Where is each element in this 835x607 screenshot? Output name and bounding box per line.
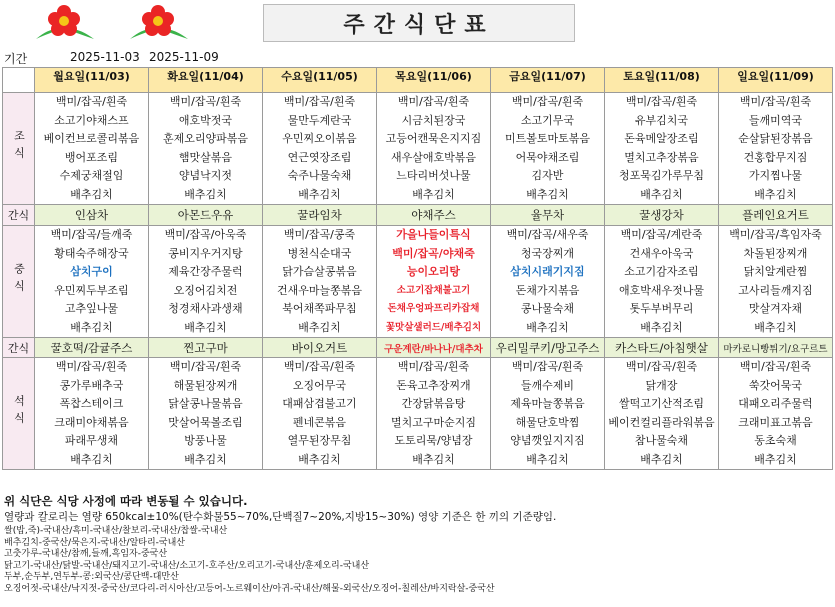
menu-item: 백미/잡곡/흰죽 — [283, 95, 356, 108]
menu-cell — [605, 358, 719, 470]
notes — [4, 494, 832, 595]
menu-item: 숙주나물숙채 — [287, 169, 352, 182]
menu-item: 능이오리탕 — [406, 265, 461, 278]
menu-item: 유부김치국 — [634, 113, 689, 127]
menu-item: 애호박젓국 — [178, 113, 233, 127]
menu-item: 배추김치 — [184, 320, 227, 334]
menu-item: 황태숙주해장국 — [54, 246, 129, 260]
menu-item: 배추김치 — [640, 187, 683, 201]
flower-decoration — [34, 4, 224, 42]
menu-item: 백미/잡곡/들깨죽 — [50, 228, 133, 241]
menu-item: 청경채사과생채 — [168, 302, 243, 315]
menu-item: 백미/잡곡/콩죽 — [283, 228, 356, 241]
menu-item: 배추김치 — [70, 187, 113, 201]
menu-item: 제육간장주물럭 — [168, 265, 243, 278]
day-header: 토요일(11/08) — [605, 68, 719, 93]
menu-item: 햄맛살볶음 — [178, 150, 233, 164]
menu-item: 배추김치 — [640, 452, 683, 466]
menu-item: 열무된장무침 — [287, 434, 352, 447]
menu-item: 양념깻잎지지짐 — [510, 434, 585, 447]
period-start: 2025-11-03 — [70, 50, 140, 64]
menu-item: 시금치된장국 — [401, 113, 466, 127]
menu-item: 청포묵김가루무침 — [618, 169, 704, 182]
menu-item: 백미/잡곡/흰죽 — [625, 95, 698, 108]
menu-item: 소고기무국 — [520, 113, 575, 127]
menu-item: 백미/잡곡/흰죽 — [739, 95, 812, 108]
menu-item: 배추김치 — [298, 320, 341, 334]
snack-cell — [491, 338, 605, 358]
menu-item: 콩비지우거지탕 — [168, 246, 243, 260]
menu-cell — [149, 358, 263, 470]
menu-cell — [377, 226, 491, 338]
menu-item: 해물된장찌개 — [173, 378, 238, 392]
pm-snack-row — [3, 338, 833, 358]
menu-item: 느타리버섯나물 — [396, 169, 471, 182]
menu-item: 대패오리주물럭 — [738, 397, 813, 410]
am-snack-row — [3, 205, 833, 226]
menu-item: 백미/잡곡/흰죽 — [511, 360, 584, 373]
menu-item: 톳두부버무리 — [629, 302, 694, 315]
menu-item: 꽃맛살샐러드/배추김치 — [385, 321, 482, 333]
menu-item: 닭개장 — [645, 378, 678, 392]
menu-item: 배추김치 — [412, 187, 455, 201]
snack-cell: 꿀라임차 — [263, 205, 377, 226]
menu-item: 건홍합무지짐 — [743, 150, 808, 164]
menu-item: 연근엿장조림 — [287, 150, 352, 164]
menu-cell — [263, 358, 377, 470]
snack-item: 구운계란/바나나/대추차 — [384, 343, 483, 355]
menu-cell — [377, 93, 491, 205]
menu-cell — [35, 93, 149, 205]
menu-item: 닭살콩나물볶음 — [168, 397, 243, 410]
menu-item: 베이컨컬리플라워볶음 — [608, 415, 715, 429]
snack-cell: 꿀생강차 — [605, 205, 719, 226]
menu-item: 도토리묵/양념장 — [394, 434, 473, 447]
snack-cell — [263, 338, 377, 358]
menu-item: 새우살애호박볶음 — [390, 150, 476, 164]
snack-item: 우리밀쿠키/망고주스 — [495, 340, 600, 355]
menu-cell — [377, 358, 491, 470]
menu-item: 삼치시래기지짐 — [510, 265, 585, 278]
menu-cell — [491, 226, 605, 338]
snack-cell — [149, 338, 263, 358]
menu-item: 들깨미역국 — [748, 113, 803, 127]
menu-item: 백미/잡곡/흰죽 — [625, 360, 698, 373]
menu-item: 베이컨브로콜리볶음 — [43, 132, 140, 145]
menu-item: 백미/잡곡/흰죽 — [283, 360, 356, 373]
menu-item: 소고기잡채불고기 — [396, 284, 471, 296]
menu-item: 배추김치 — [70, 320, 113, 334]
snack-cell — [377, 338, 491, 358]
snack-item: 카스타드/아침햇살 — [615, 340, 708, 355]
menu-item: 고등어캔묵은지지짐 — [385, 132, 482, 145]
menu-item: 배추김치 — [298, 187, 341, 201]
menu-cell — [35, 358, 149, 470]
weekly-menu-table — [2, 67, 833, 470]
menu-item: 고추잎나물 — [64, 302, 119, 315]
menu-item: 맛살겨자채 — [748, 302, 803, 315]
menu-item: 백미/잡곡/흰죽 — [397, 95, 470, 108]
menu-item: 멸치고구마순지짐 — [390, 415, 476, 429]
snack-cell: 플레인요거트 — [719, 205, 833, 226]
menu-item: 백미/잡곡/아욱죽 — [164, 228, 247, 241]
menu-item: 폭찹스테이크 — [59, 397, 124, 410]
menu-item: 콩나물숙채 — [520, 302, 575, 315]
snack-cell — [605, 338, 719, 358]
menu-item: 김자반 — [531, 169, 564, 182]
menu-item: 순살닭된장볶음 — [738, 132, 813, 145]
menu-item: 어묵야채조림 — [515, 150, 580, 164]
menu-item: 오징어무국 — [292, 378, 347, 392]
snack-cell: 인삼차 — [35, 205, 149, 226]
menu-item: 들깨수제비 — [520, 378, 575, 392]
menu-item: 닭치알계란찜 — [743, 265, 808, 278]
menu-item: 멸치고추장볶음 — [624, 150, 699, 164]
snack-cell — [35, 338, 149, 358]
menu-item: 돈채가지볶음 — [515, 283, 580, 297]
menu-item: 소고기감자조림 — [624, 265, 699, 278]
menu-cell — [491, 358, 605, 470]
menu-item: 미트볼토마토볶음 — [504, 132, 590, 145]
menu-cell — [719, 226, 833, 338]
menu-item: 건새우아욱국 — [629, 246, 694, 260]
menu-item: 펜네콘볶음 — [292, 415, 347, 429]
day-header: 수요일(11/05) — [263, 68, 377, 93]
menu-item: 뱅어포조림 — [64, 150, 119, 164]
menu-item: 수제궁채절임 — [59, 169, 124, 182]
menu-item: 훈제오리양파볶음 — [162, 132, 248, 145]
day-header: 목요일(11/06) — [377, 68, 491, 93]
menu-item: 배추김치 — [70, 452, 113, 466]
menu-item: 파래무생채 — [64, 434, 119, 447]
menu-cell — [35, 226, 149, 338]
snack-cell: 아몬드우유 — [149, 205, 263, 226]
menu-item: 백미/잡곡/흰죽 — [169, 360, 242, 373]
menu-cell — [605, 226, 719, 338]
menu-cell — [149, 93, 263, 205]
menu-item: 배추김치 — [298, 452, 341, 466]
menu-item: 백미/잡곡/흑임자죽 — [729, 228, 822, 241]
menu-item: 배추김치 — [640, 320, 683, 334]
menu-item: 쑥갓어묵국 — [748, 378, 803, 392]
menu-item: 배추김치 — [526, 187, 569, 201]
notice-text: 위 식단은 식당 사정에 따라 변동될 수 있습니다. — [4, 494, 248, 508]
menu-item: 제육마늘쫑볶음 — [510, 397, 585, 410]
menu-item: 닭가슴살콩볶음 — [282, 265, 357, 278]
menu-item: 양념낙지젓 — [178, 169, 233, 182]
menu-cell — [263, 226, 377, 338]
origin-list — [4, 526, 832, 595]
menu-cell — [491, 93, 605, 205]
menu-item: 백미/잡곡/야채죽 — [392, 246, 475, 260]
menu-item: 백미/잡곡/흰죽 — [511, 95, 584, 108]
menu-item: 소고기야채스프 — [54, 113, 129, 127]
menu-item: 백미/잡곡/흰죽 — [169, 95, 242, 108]
menu-item: 백미/잡곡/흰죽 — [55, 95, 128, 108]
header-row — [3, 68, 833, 93]
period-end: 2025-11-09 — [149, 50, 219, 64]
menu-item: 물만두계란국 — [287, 113, 352, 127]
menu-item: 돈육고추장찌개 — [396, 378, 471, 392]
menu-item: 대패삼겹불고기 — [282, 397, 357, 410]
menu-item: 배추김치 — [754, 187, 797, 201]
snack-item: 찐고구마 — [183, 340, 228, 355]
origin-line: 오징어젓-국내산/낙지젓-중국산/코다리-러시아산/고등어-노르웨이산/아귀-국내산/해물-외국산/오징어-칠레산/바지락살-중국산 — [4, 583, 495, 594]
menu-item: 크래미야채볶음 — [54, 415, 129, 429]
menu-item: 백미/잡곡/흰죽 — [397, 360, 470, 373]
menu-item: 방풍나물 — [184, 434, 227, 447]
menu-item: 청국장찌개 — [520, 246, 575, 260]
snack-cell — [719, 338, 833, 358]
menu-item: 차돌된장찌개 — [743, 246, 808, 260]
flower-icon — [130, 5, 188, 39]
corner-cell — [3, 68, 35, 93]
lunch-row — [3, 226, 833, 338]
menu-item: 병천식순대국 — [287, 246, 352, 260]
snack-cell: 야채주스 — [377, 205, 491, 226]
menu-item: 동초숙채 — [754, 434, 797, 447]
menu-item: 배추김치 — [526, 452, 569, 466]
category-lunch: 중식 — [3, 226, 35, 338]
menu-item: 참나물숙채 — [634, 434, 689, 447]
menu-item: 배추김치 — [754, 452, 797, 466]
origin-line: 고춧가루-국내산/참깨,들깨,흑임자-중국산 — [4, 549, 168, 559]
menu-item: 쌀떡고기산적조림 — [618, 397, 704, 410]
category-dinner: 석식 — [3, 358, 35, 470]
menu-item: 백미/잡곡/흰죽 — [739, 360, 812, 373]
menu-item: 돈채우엉파프리카잡채 — [387, 303, 480, 314]
menu-item: 돈육메알장조림 — [624, 132, 699, 145]
menu-item: 가지찜나물 — [748, 169, 803, 182]
menu-item: 북어채쪽파무침 — [282, 302, 357, 315]
menu-cell — [605, 93, 719, 205]
menu-item: 배추김치 — [412, 452, 455, 466]
origin-line: 닭고기-국내산/닭발-국내산/돼지고기-국내산/소고기-호주산/오리고기-국내산/훈제오리-국내산 — [4, 560, 370, 571]
snack-item: 바이오거트 — [291, 340, 348, 355]
day-header: 화요일(11/04) — [149, 68, 263, 93]
category-breakfast: 조식 — [3, 93, 35, 205]
menu-item: 고사리들깨지짐 — [738, 283, 813, 297]
day-header: 일요일(11/09) — [719, 68, 833, 93]
snack-item: 꿀호떡/감귤주스 — [50, 340, 133, 355]
category-pm-snack: 간식 — [3, 338, 35, 358]
snack-item: 마카로니빵튀기/요구르트 — [723, 343, 828, 355]
menu-item: 애호박새우젓나물 — [618, 283, 704, 297]
origin-line: 두부,순두부,연두부-콩:외국산/콩단백-대만산 — [4, 572, 179, 582]
menu-item: 해물단호박찜 — [515, 415, 580, 429]
menu-cell — [719, 358, 833, 470]
nutrition-text: 열량과 칼로리는 열량 650kcal±10%(탄수화물55~70%,단백질7~20%,지방15~30%) 영양 기준은 한 끼의 기준량임. — [4, 511, 557, 523]
menu-item: 백미/잡곡/흰죽 — [55, 360, 128, 373]
period-label: 기간 — [4, 52, 28, 66]
menu-item: 삼치구이 — [70, 265, 113, 278]
page-title: 주간식단표 — [263, 4, 575, 42]
menu-item: 크래미표고볶음 — [738, 415, 813, 429]
day-header: 금요일(11/07) — [491, 68, 605, 93]
flower-icon — [36, 5, 94, 39]
menu-item: 건새우마늘쫑볶음 — [276, 283, 362, 297]
menu-item: 백미/잡곡/새우죽 — [506, 228, 589, 241]
menu-item: 가을나들이특식 — [396, 228, 471, 241]
menu-cell — [263, 93, 377, 205]
menu-item: 오징어김치전 — [173, 283, 238, 297]
day-header: 월요일(11/03) — [35, 68, 149, 93]
menu-item: 배추김치 — [184, 187, 227, 201]
menu-item: 콩가루배추국 — [59, 378, 124, 392]
menu-item: 배추김치 — [754, 320, 797, 334]
category-am-snack: 간식 — [3, 205, 35, 226]
menu-item: 간장닭볶음탕 — [401, 397, 466, 410]
menu-item: 배추김치 — [526, 320, 569, 334]
dinner-row — [3, 358, 833, 470]
menu-item: 우민찌두부조림 — [54, 283, 129, 297]
menu-cell — [719, 93, 833, 205]
snack-cell: 율무차 — [491, 205, 605, 226]
menu-cell — [149, 226, 263, 338]
breakfast-row — [3, 93, 833, 205]
menu-item: 배추김치 — [184, 452, 227, 466]
origin-line: 쌀(밥,죽)-국내산/흑미-국내산/찰보리-국내산/찹쌀-국내산 — [4, 526, 228, 536]
menu-item: 맛살어묵볼조림 — [168, 415, 243, 429]
origin-line: 배추김치-중국산/묵은지-국내산/알타리-국내산 — [4, 537, 185, 548]
menu-item: 백미/잡곡/계란죽 — [620, 228, 703, 241]
menu-item: 우민찌오이볶음 — [282, 132, 357, 145]
